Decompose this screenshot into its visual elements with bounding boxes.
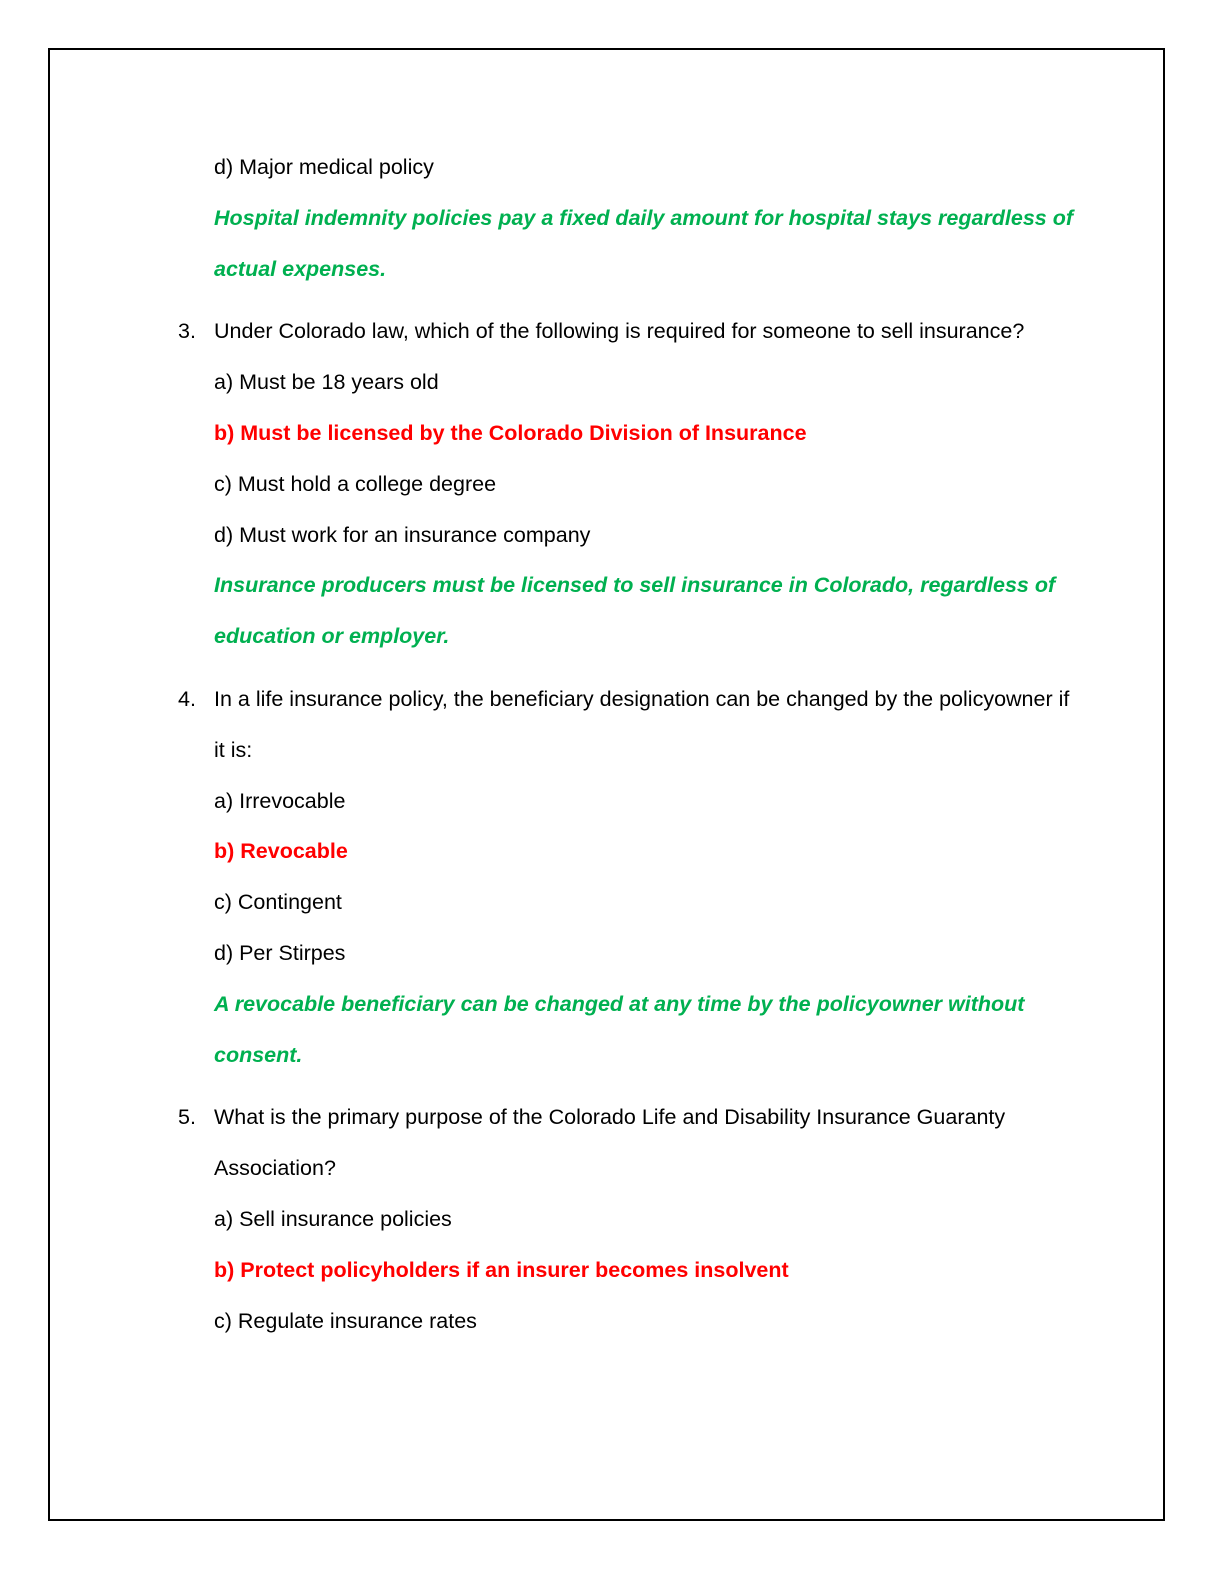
explanation: Insurance producers must be licensed to sell insurance in Colorado, regardless of education or employer. [214, 573, 1056, 649]
option-a: a) Irrevocable [214, 788, 346, 813]
document-body [178, 142, 1084, 1346]
explanation: Hospital indemnity policies pay a fixed daily amount for hospital stays regardless of actual expenses. [214, 205, 1074, 281]
option-b-correct: b) Protect policyholders if an insurer becomes insolvent [214, 1257, 789, 1282]
option-d: d) Major medical policy [214, 155, 434, 179]
option-a: a) Must be 18 years old [214, 370, 439, 395]
question-number: 3. [178, 319, 196, 344]
question-text: What is the primary purpose of the Colorado Life and Disability Insurance Guaranty Association? [214, 1105, 1006, 1181]
option-c: c) Contingent [214, 890, 342, 915]
option-c: c) Must hold a college degree [214, 471, 497, 496]
explanation: A revocable beneficiary can be changed at any time by the policyowner without consent. [214, 991, 1025, 1067]
option-c: c) Regulate insurance rates [214, 1308, 477, 1333]
question-3 [178, 306, 1084, 662]
question-4 [178, 674, 1084, 1080]
option-d: d) Per Stirpes [214, 940, 346, 965]
option-b-correct: b) Revocable [214, 839, 348, 864]
question-5 [178, 1092, 1084, 1346]
option-b-correct: b) Must be licensed by the Colorado Division of Insurance [214, 420, 807, 445]
question-text: In a life insurance policy, the beneficiary designation can be changed by the policyowner if it is: [214, 686, 1070, 762]
question-number: 4. [178, 686, 196, 711]
question-text: Under Colorado law, which of the following is required for someone to sell insurance? [214, 319, 1025, 344]
option-a: a) Sell insurance policies [214, 1206, 452, 1231]
option-d: d) Must work for an insurance company [214, 522, 591, 547]
question-number: 5. [178, 1105, 196, 1130]
